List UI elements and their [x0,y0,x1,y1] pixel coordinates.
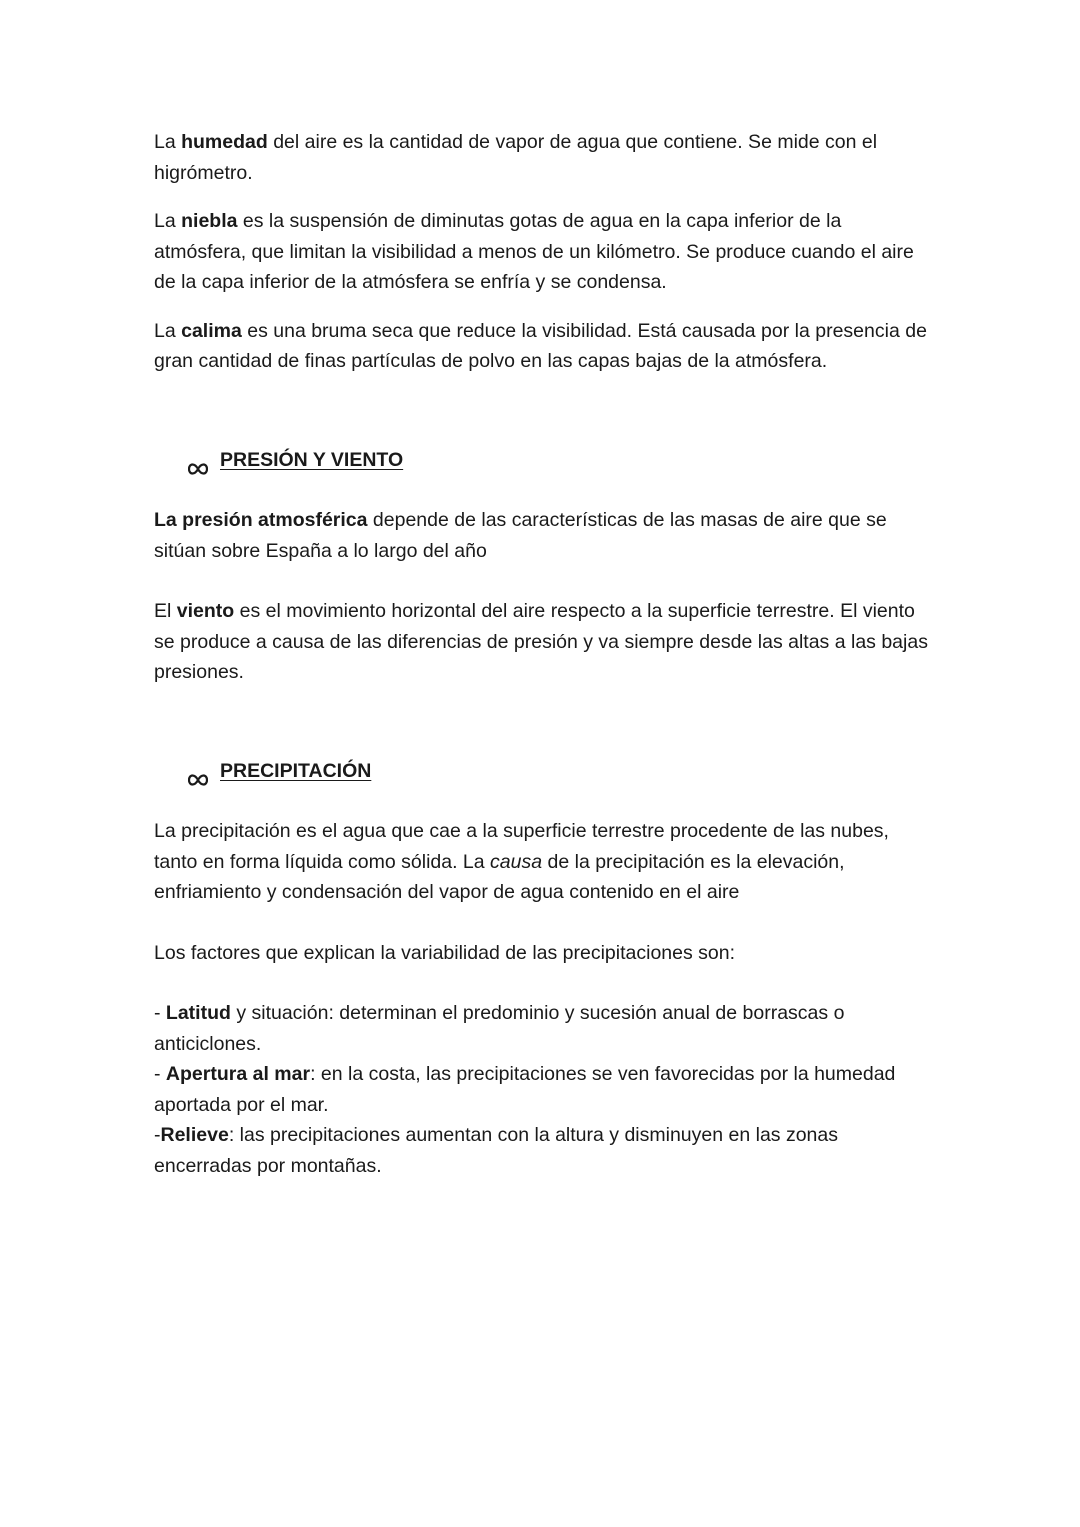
list-item-relieve [154,1120,934,1181]
paragraph-presion [154,505,934,566]
infinity-icon [188,765,208,777]
term-humedad: humedad [181,131,268,153]
term-niebla: niebla [181,210,238,232]
paragraph-precipitacion [154,816,934,908]
list-item-text: y situación: determinan el predominio y sucesión anual de borrascas o anticiclones. [154,1002,845,1055]
list-item-bullet: - [154,1063,166,1085]
paragraph-niebla-pre: La [154,210,182,232]
factores-list [154,998,934,1181]
paragraph-viento-text: es el movimiento horizontal del aire respecto a la superficie terrestre. El viento se produce a causa de las diferencias de presión y va siempre desde las altas a las bajas presiones. [154,600,928,683]
list-item-text: : las precipitaciones aumentan con la altura y disminuyen en las zonas encerradas por montañas. [154,1124,838,1177]
paragraph-factores-intro: Los factores que explican la variabilidad de las precipitaciones son: [154,941,736,964]
term-viento: viento [176,600,235,622]
paragraph-precipitacion-pre: La precipitación es el agua que cae a la superficie terrestre procedente de las nubes, tanto en forma líquida como sólida. La [154,820,889,873]
paragraph-calima-pre: La [154,319,182,342]
term-calima: calima [181,319,242,342]
term-presion-atmosferica: La presión atmosférica [154,509,368,531]
paragraph-humedad-pre: La [154,131,182,153]
list-item-latitud [154,998,934,1059]
list-item-apertura-mar [154,1059,934,1120]
paragraph-presion-text: depende de las características de las masas de aire que se sitúan sobre España a lo largo del año [154,509,887,562]
paragraph-humedad-text: del aire es la cantidad de vapor de agua que contiene. Se mide con el higrómetro. [154,131,878,184]
section-title-precipitacion: PRECIPITACIÓN [220,759,372,782]
term-causa: causa [490,850,543,873]
paragraph-humedad [154,127,934,188]
paragraph-viento [154,596,934,688]
term-apertura-al-mar: Apertura al mar [165,1063,311,1085]
paragraph-calima [154,316,934,377]
term-relieve: Relieve [160,1124,229,1146]
paragraph-calima-text: es una bruma seca que reduce la visibilidad. Está causada por la presencia de gran cantidad de finas partículas de polvo en las capas bajas de la atmósfera. [154,319,927,372]
paragraph-niebla-text: es la suspensión de diminutas gotas de agua en la capa inferior de la atmósfera, que limitan la visibilidad a menos de un kilómetro. Se produce cuando el aire de la capa inferior de la atmósfera se enfría y se condensa. [154,210,914,293]
list-item-text: : en la costa, las precipitaciones se ven favorecidas por la humedad aportada por el mar. [154,1063,896,1116]
document-page [154,127,934,1181]
list-item-bullet: - [154,1002,166,1024]
section-heading-precipitacion [188,756,934,787]
list-item-bullet: - [154,1124,161,1146]
paragraph-precipitacion-text: de la precipitación es la elevación, enfriamiento y condensación del vapor de agua contenido en el aire [154,850,845,903]
paragraph-viento-pre: El [154,600,177,622]
section-title-presion-viento: PRESIÓN Y VIENTO [220,448,404,471]
paragraph-niebla [154,206,934,298]
infinity-icon [188,454,208,466]
term-latitud: Latitud [165,1002,231,1024]
section-heading-presion-viento [188,445,934,476]
